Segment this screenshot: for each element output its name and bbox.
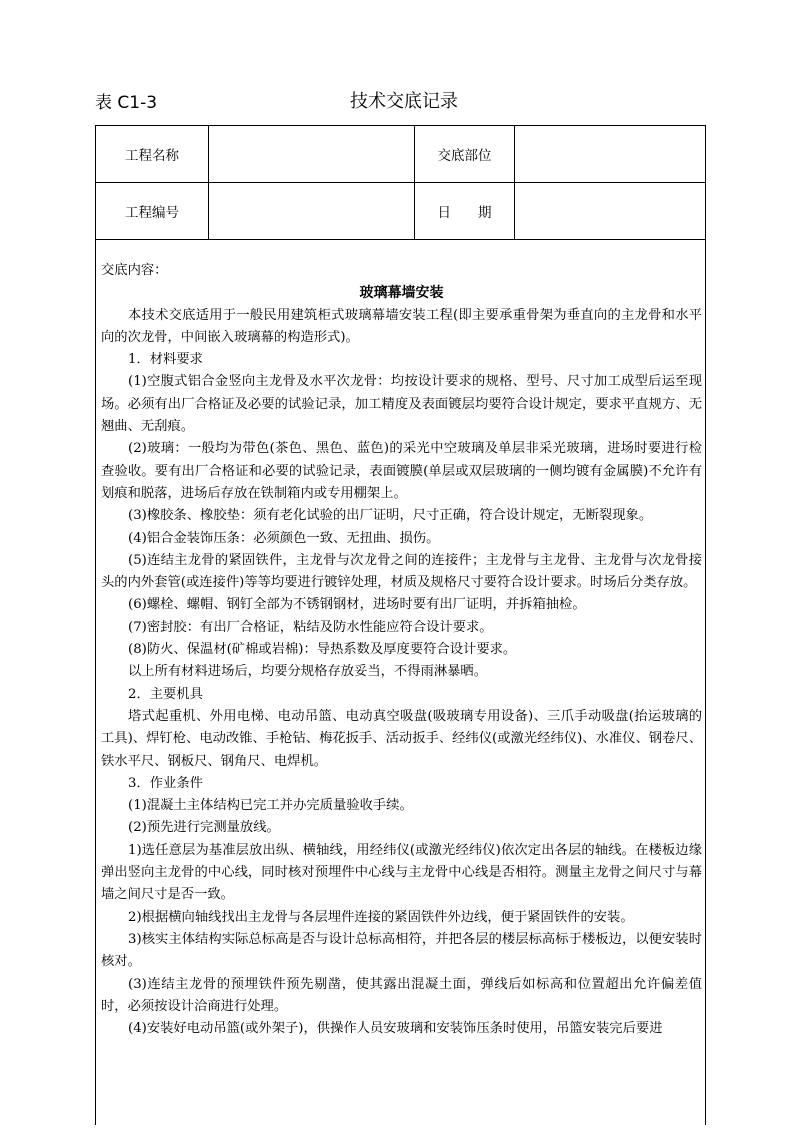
section-heading: 2．主要机具 — [128, 686, 203, 702]
paragraph-list — [101, 305, 702, 1041]
project-name-label: 工程名称 — [96, 126, 209, 182]
paragraph: 本技术交底适用于一般民用建筑柜式玻璃幕墙安装工程(即主要承重骨架为垂直向的主龙骨和水平向的次龙骨，中间嵌入玻璃幕的构造形式)。 — [101, 307, 702, 345]
form-number: 表 C1-3 — [95, 93, 158, 113]
paragraph: 2)根据横向轴线找出主龙骨与各层埋件连接的紧固铁件外边线，便于紧固铁件的安装。 — [128, 909, 634, 925]
paragraph: (2)玻璃：一般均为带色(茶色、黑色、蓝色)的采光中空玻璃及单层非采光玻璃，进场时要进行检查验收。要有出厂合格证和必要的试验记录，表面镀膜(单层或双层玻璃的一侧均镀有金属膜)不允许有划痕和脱落，进场后存放在铁制箱内或专用棚架上。 — [101, 441, 702, 501]
paragraph: (6)螺栓、螺帽、钢钉全部为不锈钢钢材，进场时要有出厂证明，并拆箱抽检。 — [128, 597, 586, 613]
paragraph: (3)橡胶条、橡胶垫：须有老化试验的出厂证明，尺寸正确，符合设计规定，无断裂现象。 — [128, 508, 653, 524]
paragraph: 以上所有材料进场后，均要分规格存放妥当，不得雨淋暴晒。 — [128, 664, 488, 680]
date-label: 日 期 — [415, 183, 515, 239]
section-heading: 1．材料要求 — [128, 352, 203, 368]
paragraph: (5)连结主龙骨的紧固铁件，主龙骨与次龙骨之间的连接件；主龙骨与主龙骨、主龙骨与次龙骨接头的内外套管(或连接件)等等均要进行镀锌处理，材质及规格尺寸要符合设计要求。时场后分类存放。 — [101, 552, 702, 591]
paragraph: 3)核实主体结构实际总标高是否与设计总标高相符，并把各层的楼层标高标于楼板边，以便安装时核对。 — [101, 931, 702, 970]
paragraph: (7)密封胶：有出厂合格证，粘结及防水性能应符合设计要求。 — [128, 619, 493, 635]
paragraph: (1)空腹式铝合金竖向主龙骨及水平次龙骨：均按设计要求的规格、型号、尺寸加工成型后运至现场。必须有出厂合格证及必要的试验记录，加工精度及表面镀层均要符合设计规定，要求平直规方、无翘曲、无刮痕。 — [101, 374, 702, 435]
paragraph: (1)混凝土主体结构已完工并办完质量验收手续。 — [128, 798, 413, 814]
paragraph: 1)选任意层为基准层放出纵、横轴线，用经纬仪(或激光经纬仪)依次定出各层的轴线。在楼板边缘弹出竖向主龙骨的中心线，同时核对预埋件中心线与主龙骨中心线是否相符。测量主龙骨之间尺寸与幕墙之间尺寸是否一致。 — [101, 842, 702, 903]
project-number-label: 工程编号 — [96, 183, 209, 239]
date-field[interactable] — [515, 183, 705, 239]
content-label: 交底内容： — [101, 263, 168, 278]
document-title — [0, 87, 800, 113]
project-name-field[interactable] — [209, 126, 415, 182]
content-title: 玻璃幕墙安装 — [359, 285, 444, 302]
location-label: 交底部位 — [415, 126, 515, 182]
paragraph: (3)连结主龙骨的预埋铁件预先剔凿，使其露出混凝土面，弹线后如标高和位置超出允许偏差值时，必须按设计洽商进行处理。 — [101, 976, 702, 1014]
location-field[interactable] — [515, 126, 705, 182]
paragraph: (8)防火、保温材(矿棉或岩棉)：导热系数及厚度要符合设计要求。 — [128, 642, 517, 658]
info-row-number — [96, 183, 705, 240]
project-number-field[interactable] — [209, 183, 415, 239]
briefing-content — [96, 240, 705, 1040]
paragraph: 塔式起重机、外用电梯、电动吊篮、电动真空吸盘(吸玻璃专用设备)、三爪手动吸盘(抬运玻璃的工具)、焊钉枪、电动改锥、手枪钻、梅花扳手、活动扳手、经纬仪(或激光经纬仪)、水准仪、钢卷尺、铁水平尺、钢板尺、钢角尺、电焊机。 — [101, 708, 702, 769]
document-title-text: 技术交底记录 — [350, 91, 458, 112]
paragraph: (4)铝合金装饰压条：必须颜色一致、无扭曲、损伤。 — [128, 530, 440, 546]
record-table — [95, 125, 706, 1125]
paragraph: (4)安装好电动吊篮(或外架子)，供操作人员安玻璃和安装饰压条时使用，吊篮安装完后要进 — [128, 1021, 663, 1037]
paragraph: (2)预先进行完测量放线。 — [128, 820, 280, 836]
section-heading: 3．作业条件 — [128, 775, 203, 791]
info-row-project — [96, 126, 705, 183]
